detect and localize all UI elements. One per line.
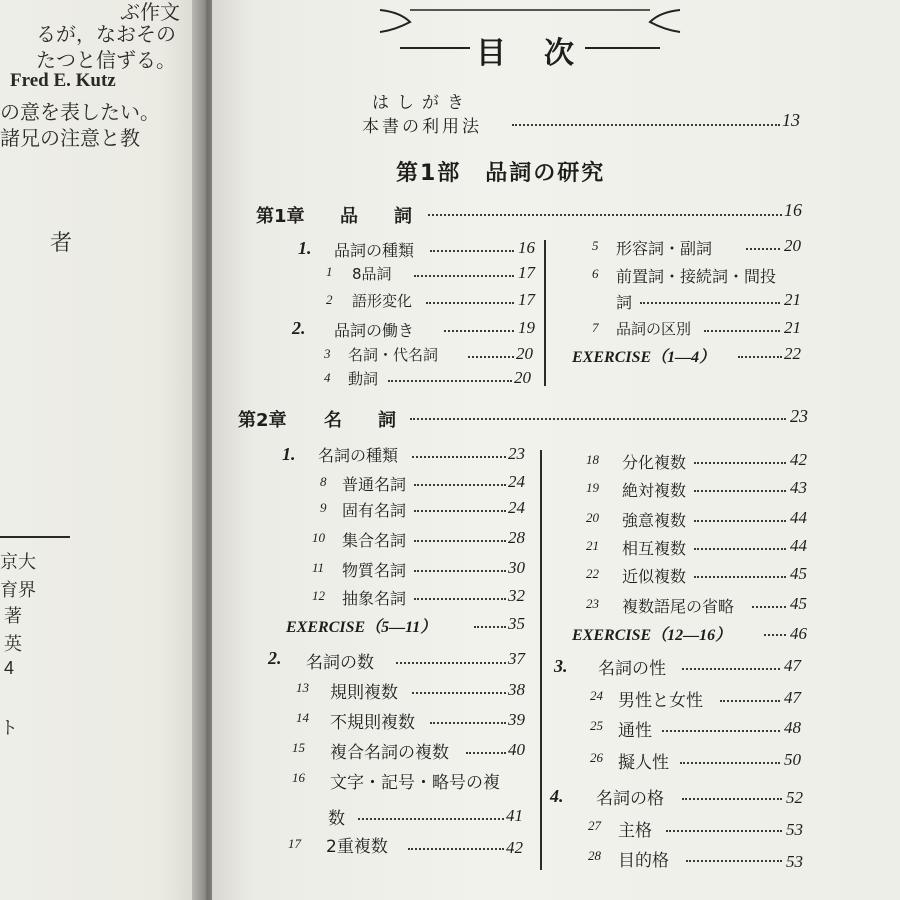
left-text-line: Fred E. Kutz bbox=[10, 70, 116, 91]
toc-entry-title: 語形変化 bbox=[352, 292, 413, 310]
section-number: 3. bbox=[554, 656, 568, 676]
leader-dots bbox=[426, 302, 514, 304]
left-text-line: 育界 bbox=[0, 580, 36, 601]
leader-dots bbox=[662, 730, 780, 732]
toc-entry-title: 不規則複数 bbox=[330, 713, 415, 733]
page-number: 43 bbox=[790, 478, 807, 497]
item-number: 23 bbox=[586, 596, 599, 611]
leader-dots bbox=[396, 662, 506, 664]
leader-dots bbox=[414, 275, 514, 277]
toc-entry-title: 動詞 bbox=[348, 370, 379, 388]
toc-entry-title: 近似複数 bbox=[622, 567, 687, 586]
toc-usage: 本書の利用法 bbox=[362, 117, 482, 137]
page-number: 42 bbox=[790, 450, 807, 469]
leader-dots bbox=[414, 484, 506, 486]
leader-dots bbox=[466, 752, 506, 754]
toc-entry-title: 形容詞・副詞 bbox=[616, 239, 713, 258]
chapter-title: 名 詞 bbox=[324, 410, 396, 431]
page-number: 24 bbox=[508, 498, 525, 517]
section-number: 1. bbox=[282, 444, 296, 464]
section-number: 2. bbox=[268, 648, 282, 668]
toc-entry-title: 2重複数 bbox=[326, 837, 388, 857]
toc-entry-title-continued: 詞 bbox=[616, 293, 633, 312]
item-number: 26 bbox=[590, 750, 603, 765]
page-number: 46 bbox=[790, 624, 807, 643]
leader-dots bbox=[428, 214, 782, 216]
page-number: 17 bbox=[518, 290, 535, 309]
toc-entry-title: 固有名詞 bbox=[342, 501, 407, 520]
toc-entry-title: 複数語尾の省略 bbox=[622, 597, 735, 616]
item-number: 2 bbox=[326, 292, 333, 307]
page-number: 41 bbox=[506, 806, 523, 825]
left-text-line: 京大 bbox=[0, 552, 36, 573]
column-divider bbox=[540, 450, 542, 870]
page-number: 32 bbox=[508, 586, 525, 605]
item-number: 8 bbox=[320, 474, 327, 489]
part-heading: 第1部 品詞の研究 bbox=[396, 161, 606, 186]
leader-dots bbox=[430, 722, 506, 724]
leader-dots bbox=[358, 818, 504, 820]
leader-dots bbox=[408, 848, 504, 850]
page-number: 28 bbox=[508, 528, 525, 547]
item-number: 9 bbox=[320, 500, 327, 515]
left-rule bbox=[0, 536, 70, 538]
toc-entry-title: 規則複数 bbox=[330, 683, 398, 703]
chapter-label: 第2章 bbox=[238, 410, 287, 431]
toc-entry-title-continued: 数 bbox=[328, 809, 345, 829]
toc-entry-title: 目的格 bbox=[618, 851, 669, 871]
leader-dots bbox=[666, 830, 782, 832]
page-number: 16 bbox=[784, 200, 802, 220]
item-number: 3 bbox=[324, 346, 331, 361]
leader-dots bbox=[414, 570, 506, 572]
page-number: 40 bbox=[508, 740, 525, 759]
leader-dots bbox=[640, 302, 780, 304]
page-title: 目 次 bbox=[476, 36, 578, 71]
toc-hashigaki: はしがき bbox=[372, 93, 472, 113]
left-facing-page bbox=[0, 0, 200, 900]
toc-entry-title: 主格 bbox=[618, 821, 652, 841]
toc-entry-title: 複合名詞の複数 bbox=[330, 743, 449, 763]
left-text-line: 英 bbox=[4, 634, 22, 655]
leader-dots bbox=[694, 462, 786, 464]
toc-entry-title: 品詞の区別 bbox=[616, 320, 692, 338]
page-number: 21 bbox=[784, 290, 801, 309]
leader-dots bbox=[410, 418, 786, 420]
item-number: 12 bbox=[312, 588, 325, 603]
leader-dots bbox=[468, 356, 514, 358]
page-number: 20 bbox=[784, 236, 801, 255]
toc-entry-title: 8品詞 bbox=[352, 265, 392, 283]
leader-dots bbox=[682, 668, 780, 670]
left-text-line: の意を表したい。 bbox=[0, 100, 160, 124]
exercise-label: EXERCISE（5—11） bbox=[286, 619, 437, 636]
page-number: 30 bbox=[508, 558, 525, 577]
page-number: 13 bbox=[782, 110, 800, 130]
item-number: 15 bbox=[292, 740, 305, 755]
leader-dots bbox=[694, 520, 786, 522]
page-number: 17 bbox=[518, 263, 535, 282]
toc-entry-title: 名詞・代名詞 bbox=[348, 346, 439, 364]
page-number: 47 bbox=[784, 656, 801, 675]
page-number: 39 bbox=[508, 710, 525, 729]
left-text-line: るが，なおその bbox=[36, 22, 176, 46]
left-text-line: たつと信ずる。 bbox=[36, 48, 176, 72]
section-number: 4. bbox=[550, 786, 564, 806]
item-number: 1 bbox=[326, 264, 333, 279]
toc-entry-title: 前置詞・接続詞・間投 bbox=[616, 267, 777, 286]
page-number: 45 bbox=[790, 594, 807, 613]
exercise-label: EXERCISE（1—4） bbox=[572, 349, 716, 366]
toc-entry-title: 分化複数 bbox=[622, 453, 687, 472]
leader-dots bbox=[694, 548, 786, 550]
page-number: 42 bbox=[506, 838, 523, 857]
page-number: 52 bbox=[786, 788, 803, 807]
item-number: 7 bbox=[592, 320, 599, 335]
page-number: 50 bbox=[784, 750, 801, 769]
toc-entry-title: 通性 bbox=[618, 721, 652, 741]
item-number: 28 bbox=[588, 848, 601, 863]
item-number: 16 bbox=[292, 770, 305, 785]
toc-entry-title: 文字・記号・略号の複 bbox=[330, 773, 500, 793]
page-number: 47 bbox=[784, 688, 801, 707]
left-text-line: 著 bbox=[4, 606, 22, 627]
leader-dots bbox=[412, 692, 506, 694]
item-number: 20 bbox=[586, 510, 599, 525]
leader-dots bbox=[686, 860, 782, 862]
toc-entry-title: 男性と女性 bbox=[618, 691, 703, 711]
chapter-title: 品 詞 bbox=[340, 206, 412, 227]
leader-dots bbox=[444, 330, 514, 332]
page-number: 53 bbox=[786, 820, 803, 839]
left-text-line: 4 bbox=[4, 658, 15, 678]
left-text-line: ぶ作文 bbox=[120, 0, 180, 24]
exercise-label: EXERCISE（12—16） bbox=[572, 627, 732, 644]
leader-dots bbox=[430, 250, 514, 252]
toc-entry-title: 名詞の性 bbox=[598, 659, 666, 679]
page-number: 37 bbox=[508, 649, 525, 668]
page-number: 21 bbox=[784, 318, 801, 337]
toc-entry-title: 擬人性 bbox=[618, 753, 669, 773]
table-of-contents-page bbox=[212, 0, 900, 900]
leader-dots bbox=[704, 330, 780, 332]
page-number: 44 bbox=[790, 508, 807, 527]
toc-entry-title: 物質名詞 bbox=[342, 561, 407, 580]
leader-dots bbox=[694, 576, 786, 578]
toc-entry-title: 相互複数 bbox=[622, 539, 687, 558]
item-number: 27 bbox=[588, 818, 601, 833]
item-number: 24 bbox=[590, 688, 603, 703]
page-number: 35 bbox=[508, 614, 525, 633]
leader-dots bbox=[414, 510, 506, 512]
leader-dots bbox=[414, 598, 506, 600]
page-number: 20 bbox=[514, 368, 531, 387]
item-number: 19 bbox=[586, 480, 599, 495]
page-number: 23 bbox=[508, 444, 525, 463]
item-number: 14 bbox=[296, 710, 309, 725]
toc-entry-title: 名詞の種類 bbox=[318, 446, 399, 465]
chapter-label: 第1章 bbox=[256, 206, 305, 227]
page-number: 44 bbox=[790, 536, 807, 555]
item-number: 10 bbox=[312, 530, 325, 545]
page-number: 48 bbox=[784, 718, 801, 737]
toc-entry-title: 品詞の種類 bbox=[334, 241, 415, 260]
toc-entry-title: 集合名詞 bbox=[342, 531, 407, 550]
leader-dots bbox=[512, 124, 780, 126]
toc-entry-title: 品詞の働き bbox=[334, 321, 415, 340]
page-number: 20 bbox=[516, 344, 533, 363]
page-number: 19 bbox=[518, 318, 535, 337]
leader-dots bbox=[412, 456, 506, 458]
toc-entry-title: 普通名詞 bbox=[342, 475, 407, 494]
leader-dots bbox=[388, 380, 512, 382]
leader-dots bbox=[738, 356, 782, 358]
toc-entry-title: 強意複数 bbox=[622, 511, 687, 530]
left-text-line: ト bbox=[0, 718, 18, 739]
leader-dots bbox=[746, 248, 780, 250]
item-number: 25 bbox=[590, 718, 603, 733]
item-number: 6 bbox=[592, 266, 599, 281]
page-number: 53 bbox=[786, 852, 803, 871]
leader-dots bbox=[414, 540, 506, 542]
section-number: 2. bbox=[292, 318, 306, 338]
leader-dots bbox=[682, 798, 782, 800]
item-number: 21 bbox=[586, 538, 599, 553]
column-divider bbox=[544, 240, 546, 386]
item-number: 18 bbox=[586, 452, 599, 467]
leader-dots bbox=[752, 606, 786, 608]
page-number: 22 bbox=[784, 344, 801, 363]
item-number: 5 bbox=[592, 238, 599, 253]
left-text-line: 者 bbox=[50, 231, 73, 256]
item-number: 13 bbox=[296, 680, 309, 695]
page-number: 23 bbox=[790, 406, 808, 426]
page-number: 45 bbox=[790, 564, 807, 583]
leader-dots bbox=[474, 626, 506, 628]
item-number: 11 bbox=[312, 560, 325, 575]
section-number: 1. bbox=[298, 238, 312, 258]
toc-entry-title: 絶対複数 bbox=[622, 481, 687, 500]
page-number: 24 bbox=[508, 472, 525, 491]
item-number: 4 bbox=[324, 370, 331, 385]
toc-entry-title: 名詞の数 bbox=[306, 653, 374, 673]
toc-entry-title: 名詞の格 bbox=[596, 789, 664, 809]
leader-dots bbox=[694, 490, 786, 492]
page-number: 16 bbox=[518, 238, 535, 257]
item-number: 22 bbox=[586, 566, 599, 581]
toc-entry-title: 抽象名詞 bbox=[342, 589, 407, 608]
item-number: 17 bbox=[288, 836, 301, 851]
left-text-line: 諸兄の注意と教 bbox=[0, 126, 140, 150]
leader-dots bbox=[720, 700, 780, 702]
leader-dots bbox=[764, 634, 786, 636]
leader-dots bbox=[680, 762, 780, 764]
page-number: 38 bbox=[508, 680, 525, 699]
